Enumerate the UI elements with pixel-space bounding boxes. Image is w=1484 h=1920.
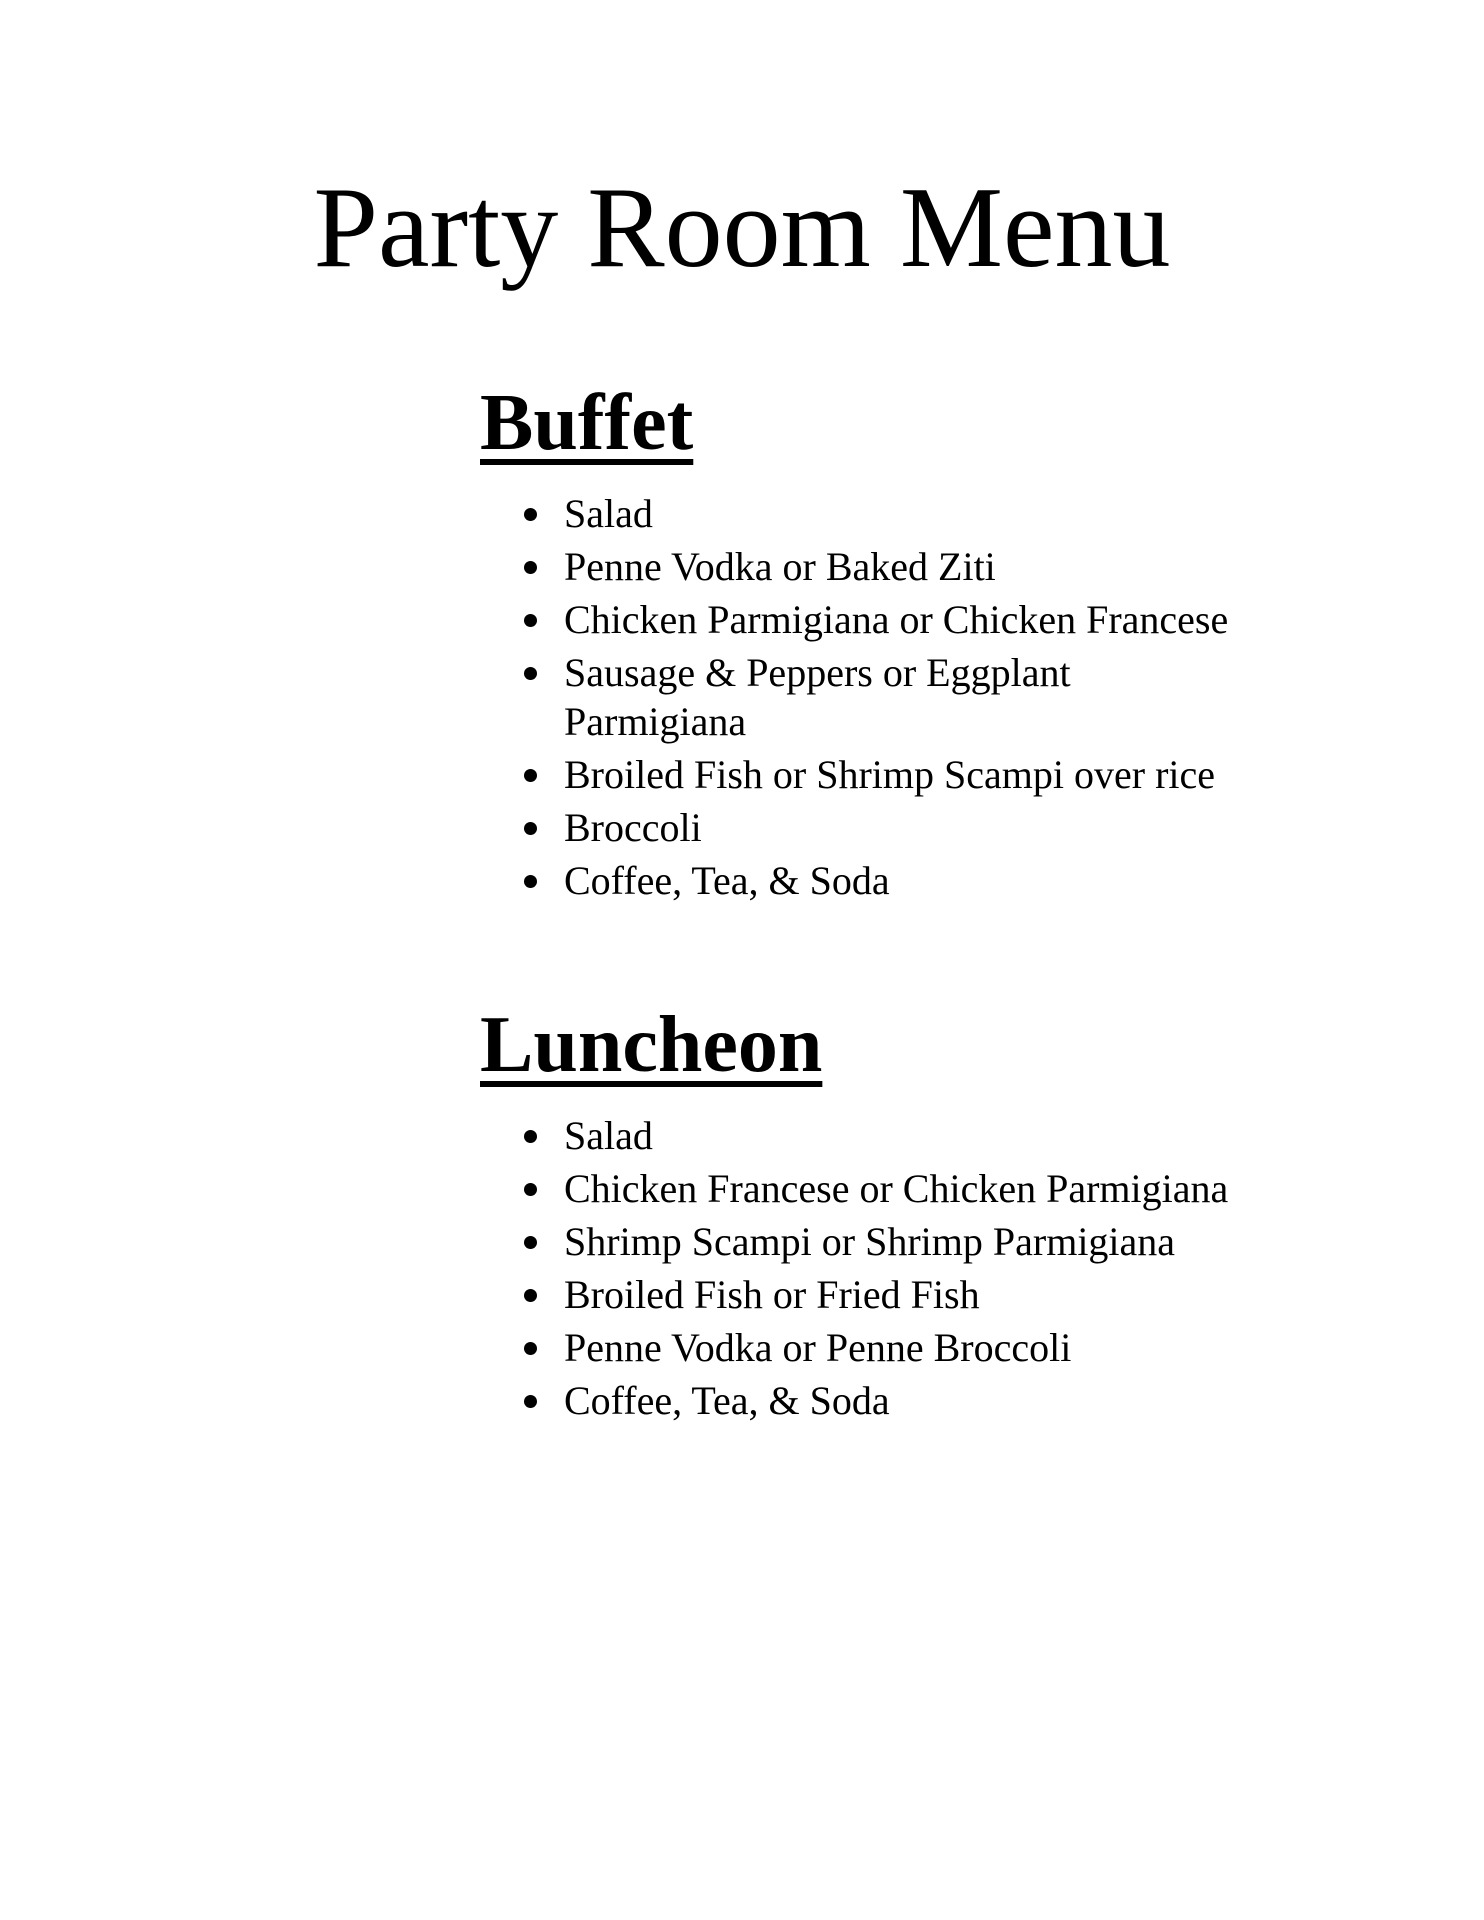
list-item-label: Chicken Francese or Chicken Parmigiana xyxy=(564,1166,1229,1211)
list-item-label: Penne Vodka or Penne Broccoli xyxy=(564,1325,1072,1370)
buffet-item-list xyxy=(480,489,1340,905)
list-item xyxy=(480,803,1324,852)
list-item xyxy=(480,595,1324,644)
luncheon-section xyxy=(480,1001,1340,1429)
list-item-label: Salad xyxy=(564,1113,653,1158)
list-item xyxy=(480,1270,1324,1319)
bullet-icon xyxy=(524,1289,537,1302)
bullet-icon xyxy=(524,508,537,521)
list-item xyxy=(480,856,1324,905)
list-item-label: Broccoli xyxy=(564,805,702,850)
bullet-icon xyxy=(524,561,537,574)
list-item-label: Salad xyxy=(564,491,653,536)
list-item xyxy=(480,750,1324,799)
list-item-label: Broiled Fish or Shrimp Scampi over rice xyxy=(564,752,1216,797)
bullet-icon xyxy=(524,1183,537,1196)
list-item-label: Chicken Parmigiana or Chicken Francese xyxy=(564,597,1229,642)
bullet-icon xyxy=(524,1342,537,1355)
bullet-icon xyxy=(524,1236,537,1249)
list-item-label: Coffee, Tea, & Soda xyxy=(564,858,890,903)
buffet-section xyxy=(480,379,1340,909)
bullet-icon xyxy=(524,875,537,888)
list-item-label: Shrimp Scampi or Shrimp Parmigiana xyxy=(564,1219,1176,1264)
list-item-label: Broiled Fish or Fried Fish xyxy=(564,1272,980,1317)
list-item xyxy=(480,542,1324,591)
bullet-icon xyxy=(524,1395,537,1408)
list-item xyxy=(480,1164,1324,1213)
bullet-icon xyxy=(524,614,537,627)
bullet-icon xyxy=(524,822,537,835)
list-item xyxy=(480,489,1324,538)
bullet-icon xyxy=(524,1130,537,1143)
bullet-icon xyxy=(524,769,537,782)
luncheon-heading: Luncheon xyxy=(480,1001,823,1089)
list-item-label: Coffee, Tea, & Soda xyxy=(564,1378,890,1423)
bullet-icon xyxy=(524,667,537,680)
list-item xyxy=(480,648,1124,746)
list-item xyxy=(480,1217,1324,1266)
buffet-heading: Buffet xyxy=(480,379,694,467)
luncheon-item-list xyxy=(480,1111,1340,1425)
list-item-label: Sausage & Peppers or Eggplant Parmigiana xyxy=(564,650,1071,744)
list-item xyxy=(480,1111,1324,1160)
list-item xyxy=(480,1376,1324,1425)
list-item xyxy=(480,1323,1324,1372)
page-title: Party Room Menu xyxy=(313,164,1171,292)
list-item-label: Penne Vodka or Baked Ziti xyxy=(564,544,996,589)
